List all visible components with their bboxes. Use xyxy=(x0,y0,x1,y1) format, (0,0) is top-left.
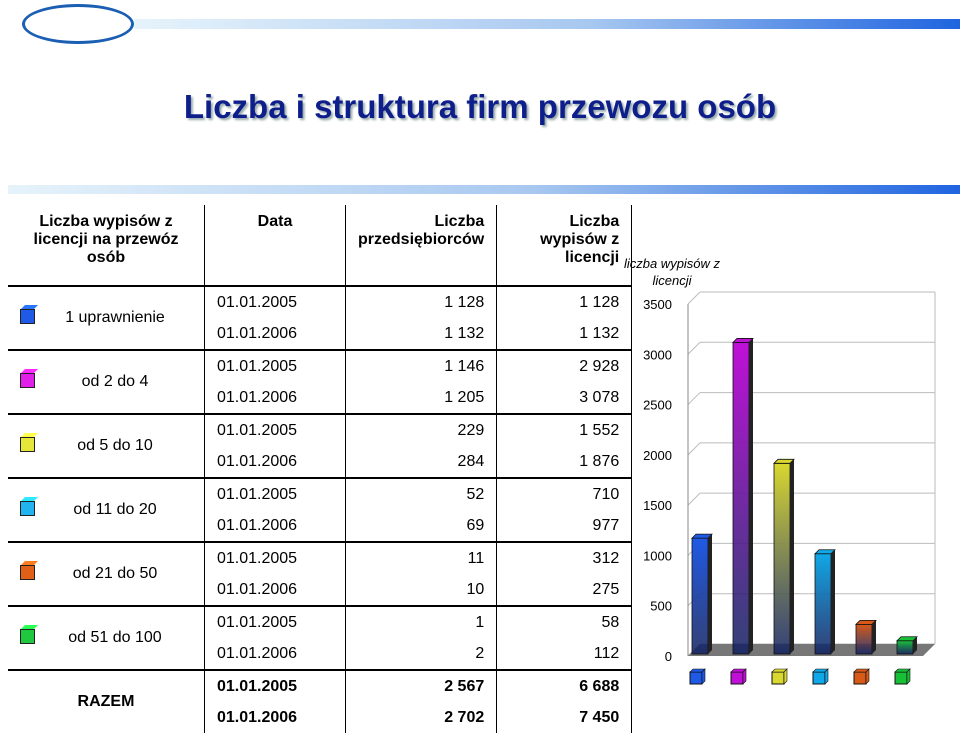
legend-cube-side xyxy=(743,669,746,684)
cell-date: 01.01.2006 xyxy=(205,318,346,350)
category-label: od 51 do 100 xyxy=(68,629,162,646)
cell-date: 01.01.2006 xyxy=(205,446,346,478)
bar-4 xyxy=(856,624,872,654)
gridline-depth xyxy=(688,493,700,505)
bar-side xyxy=(749,338,753,654)
bar-side xyxy=(831,550,835,654)
cell-licences: 1 552 xyxy=(497,414,632,446)
table-row xyxy=(8,286,632,318)
legend-cube-icon xyxy=(731,672,743,684)
table-row xyxy=(8,542,632,574)
category-cell xyxy=(8,286,205,350)
bar-5 xyxy=(897,641,913,654)
category-label: RAZEM xyxy=(77,693,135,710)
cell-date: 01.01.2005 xyxy=(205,286,346,318)
cell-companies: 1 205 xyxy=(346,382,497,414)
cell-companies: 1 146 xyxy=(346,350,497,382)
legend-cube-icon xyxy=(20,565,35,580)
cell-licences: 312 xyxy=(497,542,632,574)
cell-licences: 977 xyxy=(497,510,632,542)
y-tick-label: 3000 xyxy=(643,347,672,363)
bar-2 xyxy=(774,463,790,654)
gridline-depth xyxy=(688,393,700,405)
data-table xyxy=(8,205,632,733)
category-label: od 5 do 10 xyxy=(77,437,153,454)
bar-side xyxy=(790,459,794,654)
table-row xyxy=(8,414,632,446)
legend-cube-side xyxy=(866,669,869,684)
cell-licences: 3 078 xyxy=(497,382,632,414)
cell-date: 01.01.2005 xyxy=(205,414,346,446)
cell-date: 01.01.2006 xyxy=(205,702,346,733)
cell-date: 01.01.2005 xyxy=(205,670,346,702)
cell-date: 01.01.2006 xyxy=(205,382,346,414)
page-title: Liczba i struktura firm przewozu osób xyxy=(183,88,777,125)
y-tick-label: 2500 xyxy=(643,397,672,413)
cell-companies: 1 128 xyxy=(346,286,497,318)
cell-licences: 1 132 xyxy=(497,318,632,350)
legend-cube-icon xyxy=(20,437,35,452)
title-decor-bar xyxy=(8,185,960,194)
category-cell xyxy=(8,350,205,414)
category-cell xyxy=(8,478,205,542)
category-cell xyxy=(8,606,205,670)
legend-cube-icon xyxy=(20,309,35,324)
legend-cube-icon xyxy=(20,501,35,516)
cell-date: 01.01.2005 xyxy=(205,478,346,510)
legend-cube-side xyxy=(907,669,910,684)
category-label: 1 uprawnienie xyxy=(65,309,165,326)
table-row xyxy=(8,478,632,510)
cell-companies: 229 xyxy=(346,414,497,446)
cell-companies: 1 132 xyxy=(346,318,497,350)
table-row xyxy=(8,350,632,382)
cell-date: 01.01.2006 xyxy=(205,510,346,542)
cell-licences: 2 928 xyxy=(497,350,632,382)
bar-chart xyxy=(610,240,960,717)
y-tick-label: 500 xyxy=(650,598,672,614)
legend-cube-side xyxy=(825,669,828,684)
cell-companies: 2 702 xyxy=(346,702,497,733)
cell-companies: 11 xyxy=(346,542,497,574)
cell-companies: 284 xyxy=(346,446,497,478)
cell-licences: 112 xyxy=(497,638,632,670)
legend-cube-icon xyxy=(20,373,35,388)
header-licences: Liczba wypisów z licencji xyxy=(497,205,632,286)
category-label: od 2 do 4 xyxy=(81,373,149,390)
cell-companies: 69 xyxy=(346,510,497,542)
category-label: od 11 do 20 xyxy=(73,501,157,518)
gridline-depth xyxy=(688,443,700,455)
gridline-depth xyxy=(688,292,700,304)
legend-cube-icon xyxy=(895,672,907,684)
cell-date: 01.01.2005 xyxy=(205,350,346,382)
zmpd-logo xyxy=(22,4,134,44)
y-tick-label: 3500 xyxy=(643,297,672,312)
header-decor-bar xyxy=(134,19,960,29)
bar-0 xyxy=(692,538,708,654)
y-tick-label: 2000 xyxy=(643,447,672,463)
cell-licences: 275 xyxy=(497,574,632,606)
legend-cube-icon xyxy=(813,672,825,684)
cell-licences: 7 450 xyxy=(497,702,632,733)
category-label: od 21 do 50 xyxy=(72,565,158,582)
cell-date: 01.01.2005 xyxy=(205,606,346,638)
cell-companies: 52 xyxy=(346,478,497,510)
legend-cube-icon xyxy=(20,629,35,644)
cell-companies: 2 xyxy=(346,638,497,670)
cell-licences: 58 xyxy=(497,606,632,638)
legend-cube-side xyxy=(784,669,787,684)
cell-licences: 1 128 xyxy=(497,286,632,318)
bar-1 xyxy=(733,342,749,654)
cell-companies: 2 567 xyxy=(346,670,497,702)
cell-date: 01.01.2006 xyxy=(205,638,346,670)
legend-cube-icon xyxy=(690,672,702,684)
cell-companies: 10 xyxy=(346,574,497,606)
cell-companies: 1 xyxy=(346,606,497,638)
table-row xyxy=(8,606,632,638)
cell-licences: 6 688 xyxy=(497,670,632,702)
y-tick-label: 1000 xyxy=(643,548,672,564)
header-date: Data xyxy=(205,205,346,286)
cell-date: 01.01.2006 xyxy=(205,574,346,606)
header-companies: Liczba przedsiębiorców xyxy=(346,205,497,286)
category-cell xyxy=(8,670,205,733)
legend-cube-side xyxy=(702,669,705,684)
table-row xyxy=(8,670,632,702)
cell-licences: 710 xyxy=(497,478,632,510)
bar-side xyxy=(708,534,712,654)
legend-cube-icon xyxy=(772,672,784,684)
gridline-depth xyxy=(688,342,700,354)
bar-side xyxy=(872,620,876,654)
y-tick-label: 0 xyxy=(664,649,672,664)
category-cell xyxy=(8,542,205,606)
y-tick-label: 1500 xyxy=(643,498,672,514)
category-cell xyxy=(8,414,205,478)
legend-cube-icon xyxy=(854,672,866,684)
bar-3 xyxy=(815,554,831,654)
cell-licences: 1 876 xyxy=(497,446,632,478)
cell-date: 01.01.2005 xyxy=(205,542,346,574)
chart-title: liczba wypisów z licencji xyxy=(623,256,721,288)
header-category: Liczba wypisów z licencji na przewóz osób xyxy=(8,205,205,286)
